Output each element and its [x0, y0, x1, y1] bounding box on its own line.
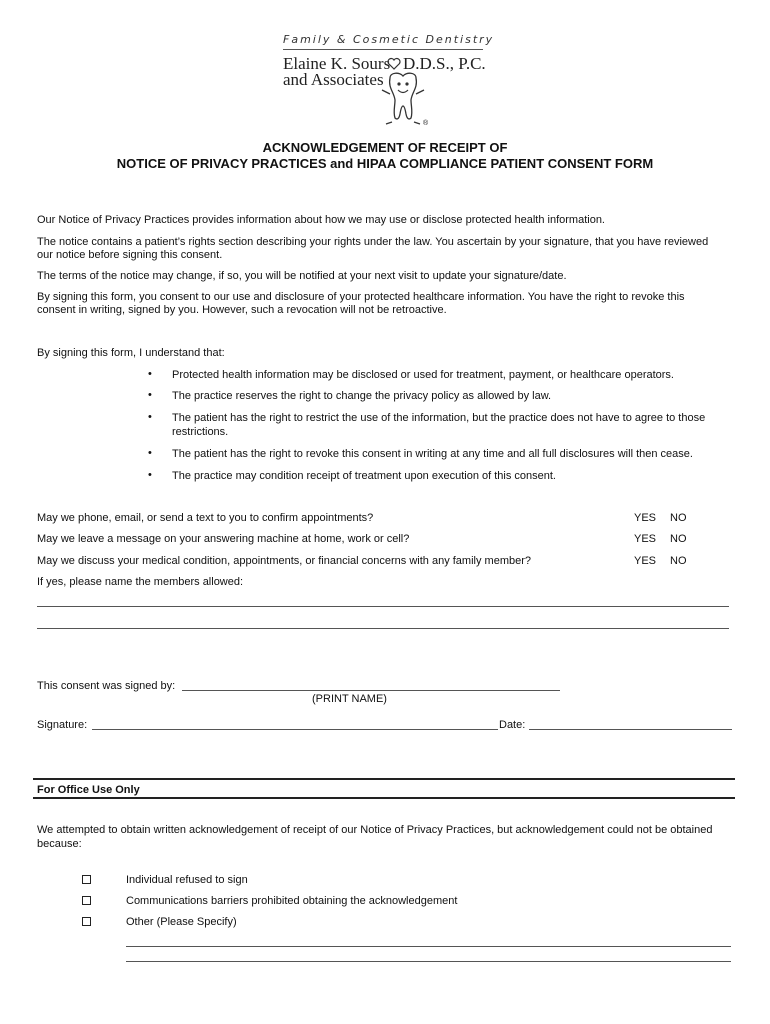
members-prompt: If yes, please name the members allowed: [37, 576, 244, 588]
logo-name-part2: D.D.S., P.C. [403, 54, 486, 73]
list-item: Protected health information may be disclosed or used for treatment, payment, or healthcare operators. [172, 369, 674, 381]
bullet-3: • [148, 411, 152, 423]
bullet-5: • [148, 469, 152, 481]
barriers-checkbox[interactable] [82, 896, 91, 905]
list-item: The practice may condition receipt of treatment upon execution of this consent. [172, 470, 556, 482]
bullet-4: • [148, 447, 152, 459]
understand-lead: By signing this form, I understand that: [37, 347, 225, 359]
office-use-heading: For Office Use Only [37, 784, 140, 796]
list-item: The patient has the right to restrict the use of the information, but the practice does not have to agree to those [172, 412, 706, 424]
other-specify-line-1[interactable] [126, 946, 731, 947]
office-top-rule [33, 778, 735, 780]
refused-checkbox[interactable] [82, 875, 91, 884]
list-item-continued: restrictions. [172, 426, 229, 438]
logo-tagline: Family & Cosmetic Dentistry [283, 33, 495, 46]
intro-paragraph-1: Our Notice of Privacy Practices provides information about how we may use or disclose protected health information. [37, 214, 605, 226]
members-line-2[interactable] [37, 628, 729, 629]
other-checkbox[interactable] [82, 917, 91, 926]
intro-paragraph-4b: consent in writing, signed by you. However, such a revocation will not be retroactive. [37, 304, 447, 316]
date-label: Date: [499, 719, 526, 731]
print-name-line[interactable] [182, 690, 560, 691]
intro-paragraph-2b: our notice before signing this consent. [37, 249, 223, 261]
option-refused-label: Individual refused to sign [126, 874, 248, 886]
q3-no-option[interactable]: NO [670, 555, 687, 567]
date-line[interactable] [529, 729, 732, 730]
logo-name-line2: and Associates [283, 70, 384, 89]
office-paragraph-a: We attempted to obtain written acknowledgement of receipt of our Notice of Privacy Practices, but acknowledgement could not be obtained [37, 824, 713, 836]
logo-rule [283, 49, 483, 50]
signed-by-label: This consent was signed by: [37, 680, 176, 692]
intro-paragraph-2a: The notice contains a patient’s rights section describing your rights under the law. You ascertain by your signature, that you have reviewed [37, 236, 709, 248]
print-name-caption: (PRINT NAME) [312, 693, 387, 705]
form-title-line2: NOTICE OF PRIVACY PRACTICES and HIPAA COMPLIANCE PATIENT CONSENT FORM [116, 156, 654, 171]
signature-line[interactable] [92, 729, 498, 730]
other-specify-line-2[interactable] [126, 961, 731, 962]
q3-yes-option[interactable]: YES [634, 555, 657, 567]
logo-name-part1: Elaine K. Sours [283, 54, 391, 73]
q1-yes-option[interactable]: YES [634, 512, 657, 524]
question-leave-message: May we leave a message on your answering machine at home, work or cell? [37, 533, 410, 545]
option-other-label: Other (Please Specify) [126, 916, 237, 928]
option-barriers-label: Communications barriers prohibited obtaining the acknowledgement [126, 895, 458, 907]
office-paragraph-b: because: [37, 838, 82, 850]
signature-label: Signature: [37, 719, 88, 731]
tooth-mascot-icon [378, 70, 428, 128]
question-discuss-family: May we discuss your medical condition, appointments, or financial concerns with any family member? [37, 555, 531, 567]
registered-mark: ® [423, 120, 429, 127]
form-title-line1: ACKNOWLEDGEMENT OF RECEIPT OF [262, 140, 508, 155]
heart-icon [387, 57, 401, 71]
q1-no-option[interactable]: NO [670, 512, 687, 524]
q2-yes-option[interactable]: YES [634, 533, 657, 545]
question-confirm-appointments: May we phone, email, or send a text to you to confirm appointments? [37, 512, 374, 524]
q2-no-option[interactable]: NO [670, 533, 687, 545]
intro-paragraph-4a: By signing this form, you consent to our use and disclosure of your protected healthcare information. You have the right to revoke this [37, 291, 685, 303]
office-bottom-rule [33, 797, 735, 799]
members-line-1[interactable] [37, 606, 729, 607]
bullet-2: • [148, 389, 152, 401]
list-item: The patient has the right to revoke this consent in writing at any time and all full disclosures will then cease. [172, 448, 693, 460]
intro-paragraph-3: The terms of the notice may change, if so, you will be notified at your next visit to update your signature/date. [37, 270, 567, 282]
list-item: The practice reserves the right to change the privacy policy as allowed by law. [172, 390, 552, 402]
bullet-1: • [148, 368, 152, 380]
